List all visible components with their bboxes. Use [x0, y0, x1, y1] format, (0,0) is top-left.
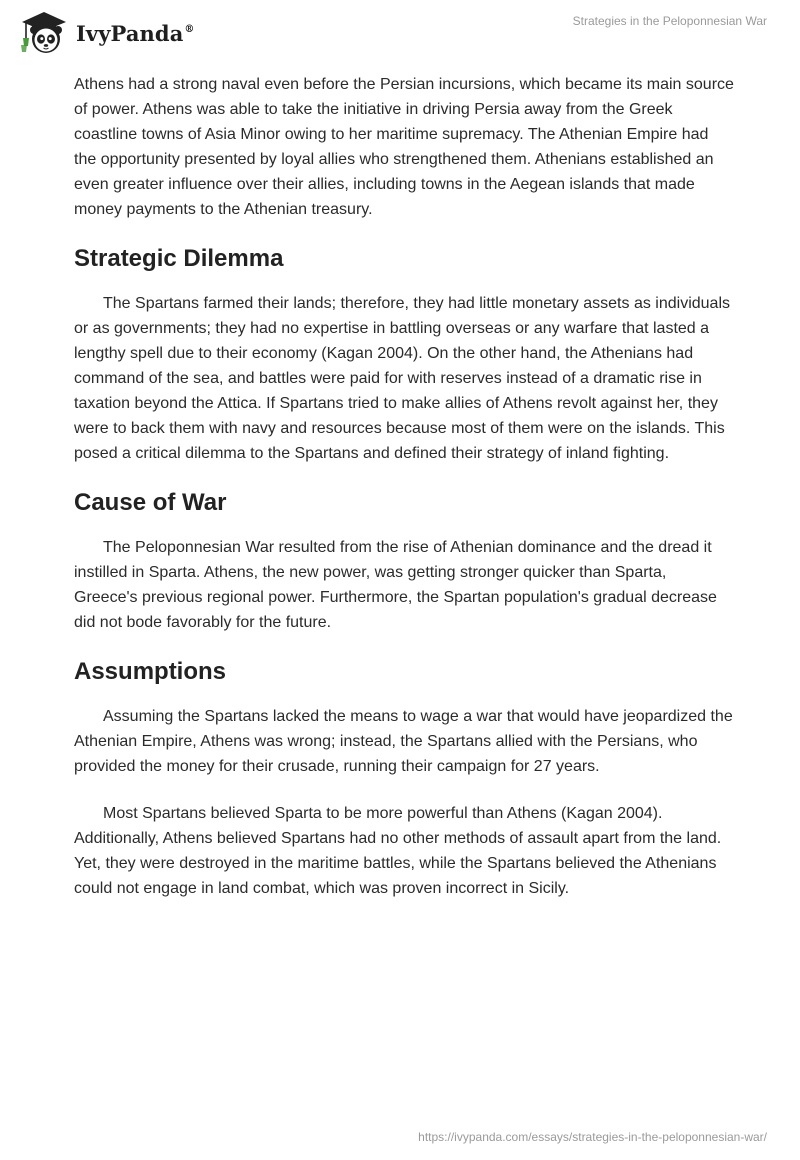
- panda-graduation-cap-icon: [16, 8, 72, 56]
- paragraph-assumptions-1: Assuming the Spartans lacked the means to wage a war that would have jeopardized the Athenian Empire, Athens was wrong; instead, the Spartans allied with the Persians, who provided the money for their crusade, running their campaign for 27 years.: [74, 708, 733, 775]
- intro-paragraph: Athens had a strong naval even before the Persian incursions, which became its main source of power. Athens was able to take the initiative in driving Persia away from the Greek coastline towns of Asia Minor owing to her maritime supremacy. The Athenian Empire had the opportunity presented by loyal allies who strengthened them. Athenians established an even greater influence over their allies, including towns in the Aegean islands that made money payments to the Athenian treasury.: [74, 76, 734, 218]
- section-heading-strategic-dilemma: Strategic Dilemma: [74, 245, 284, 272]
- brand-name: IvyPanda®: [76, 20, 195, 46]
- page-title: Strategies in the Peloponnesian War: [572, 14, 767, 28]
- paragraph-assumptions-2: Most Spartans believed Sparta to be more powerful than Athens (Kagan 2004). Additionally, Athens believed Spartans had no other methods of assault apart from the land. Yet, they were destroyed in the maritime battles, while the Spartans believed the Athenians could not engage in land combat, which was proven incorrect in Sicily.: [74, 805, 722, 897]
- paragraph-cause-of-war: The Peloponnesian War resulted from the rise of Athenian dominance and the dread it instilled in Sparta. Athens, the new power, was getting stronger quicker than Sparta, Greece's previous regional power. Furthermore, the Spartan population's gradual decrease did not bode favorably for the future.: [74, 539, 717, 631]
- registered-mark: ®: [184, 23, 195, 35]
- section-heading-assumptions: Assumptions: [74, 658, 227, 685]
- section-heading-cause-of-war: Cause of War: [74, 489, 227, 516]
- brand-logo[interactable]: [16, 8, 195, 56]
- paragraph-strategic-dilemma: The Spartans farmed their lands; therefore, they had little monetary assets as individuals or as governments; they had no expertise in battling overseas or any warfare that lasted a lengthy spell due to their economy (Kagan 2004). On the other hand, the Athenians had command of the sea, and battles were paid for with reserves instead of a dramatic rise in taxation beyond the Attica. If Spartans tried to make allies of Athens revolt against her, they were to back them with navy and resources because most of them were on the islands. This posed a critical dilemma to the Spartans and defined their strategy of inland fighting.: [74, 295, 730, 462]
- article-body: [74, 72, 734, 923]
- source-url[interactable]: https://ivypanda.com/essays/strategies-in-the-peloponnesian-war/: [418, 1130, 767, 1144]
